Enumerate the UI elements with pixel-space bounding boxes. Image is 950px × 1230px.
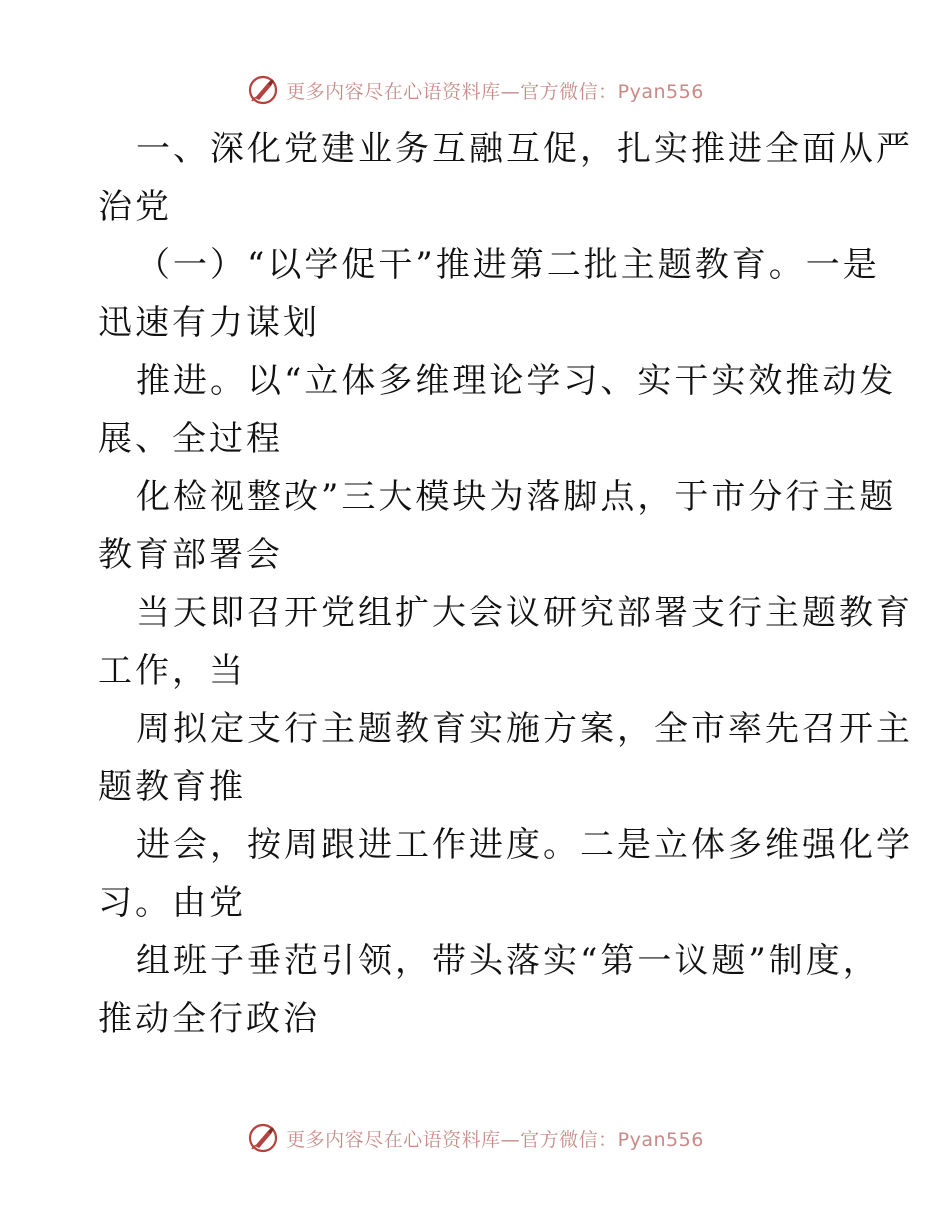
text-line: 周拟定支行主题教育实施方案，全市率先召开主 xyxy=(136,709,913,749)
text-line: 工作，当 xyxy=(98,651,246,691)
footer-watermark-text: 更多内容尽在心语资料库—官方微信：Pyan556 xyxy=(286,1128,704,1151)
text-line: 化检视整改”三大模块为落脚点，于市分行主题 xyxy=(136,477,897,517)
text-line: 一、深化党建业务互融互促，扎实推进全面从严 xyxy=(136,129,913,169)
text-line: 教育部署会 xyxy=(98,535,283,575)
footer-watermark-banner xyxy=(0,1118,950,1158)
pen-nib-logo-icon xyxy=(246,1121,280,1155)
text-line: 展、全过程 xyxy=(98,419,283,459)
text-line: 习。由党 xyxy=(98,883,246,923)
text-line: 推进。以“立体多维理论学习、实干实效推动发 xyxy=(136,361,897,401)
header-watermark-text: 更多内容尽在心语资料库—官方微信：Pyan556 xyxy=(286,80,704,103)
text-line: （一）“以学促干”推进第二批主题教育。一是 xyxy=(136,245,880,285)
text-line: 推动全行政治 xyxy=(98,999,320,1039)
text-line: 进会，按周跟进工作进度。二是立体多维强化学 xyxy=(136,825,913,865)
pen-nib-logo-icon xyxy=(246,73,280,107)
document-body xyxy=(98,120,913,1048)
header-watermark-banner xyxy=(0,70,950,110)
text-line: 治党 xyxy=(98,187,172,227)
text-line: 当天即召开党组扩大会议研究部署支行主题教育 xyxy=(136,593,913,633)
text-line: 迅速有力谋划 xyxy=(98,303,320,343)
text-line: 组班子垂范引领，带头落实“第一议题”制度， xyxy=(136,941,880,981)
text-line: 题教育推 xyxy=(98,767,246,807)
